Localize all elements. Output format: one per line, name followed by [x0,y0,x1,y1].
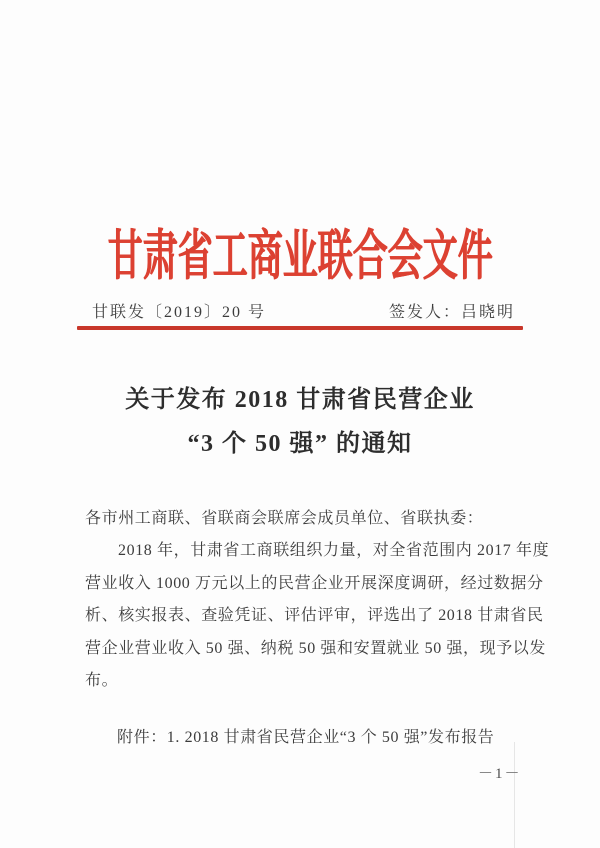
body-line: 营业收入 1000 万元以上的民营企业开展深度调研，经过数据分 [85,574,544,592]
body-line: 析、核实报表、查验凭证、评估评审，评选出了 2018 甘肃省民 [85,607,544,625]
page-number: －1－ [478,766,522,782]
signer-name: 签发人：吕晓明 [388,304,515,321]
body-line: 营企业营业收入 50 强、纳税 50 强和安置就业 50 强，现予以发 [85,639,547,657]
notice-title-line1: 关于发布 2018 甘肃省民营企业 [125,387,475,413]
salutation-line: 各市州工商联、省联商会联席会成员单位、省联执委： [85,510,484,527]
document-meta-row [92,303,515,323]
red-separator-line [77,326,523,330]
notice-title-line2: “3 个 50 强” 的通知 [187,431,413,457]
letterhead-title: 甘肃省工商业联合会文件 [107,226,493,287]
notice-title [0,378,600,466]
document-number: 甘联发〔2019〕20 号 [92,304,267,321]
body-line: 2018 年，甘肃省工商联组织力量，对全省范围内 2017 年度 [118,542,550,560]
body-line: 布。 [85,672,119,690]
attachment-line: 附件：1. 2018 甘肃省民营企业“3 个 50 强”发布报告 [117,729,495,746]
paper-edge-artifact [514,742,515,848]
notice-body [85,503,555,697]
